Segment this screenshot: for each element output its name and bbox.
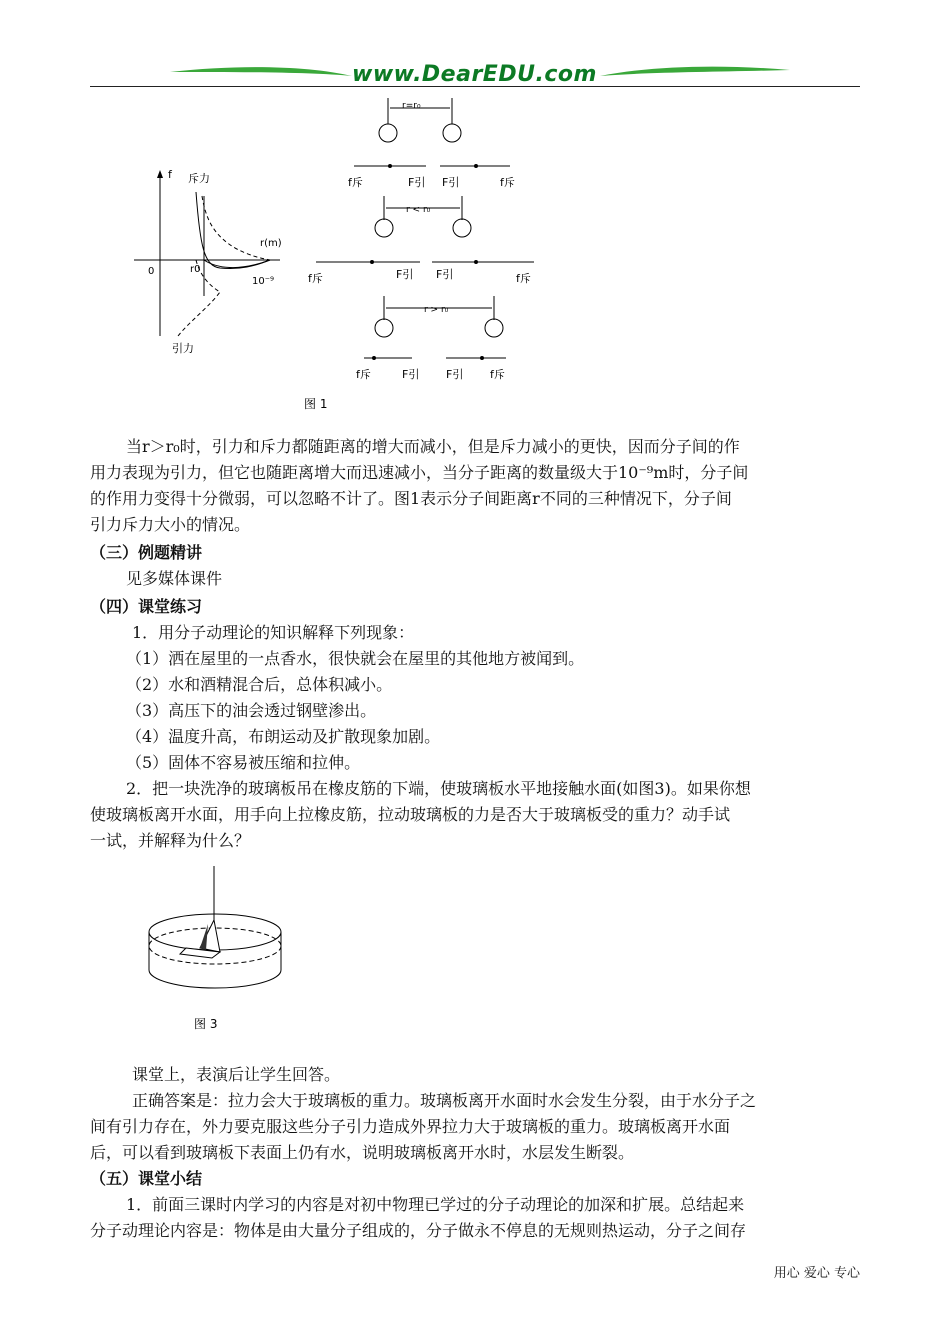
question-1-item-4: （4）温度升高，布朗运动及扩散现象加剧。: [126, 727, 441, 746]
question-2-line-2: 使玻璃板离开水面，用手向上拉橡皮筋，拉动玻璃板的力是否大于玻璃板受的重力？动手试: [90, 805, 731, 824]
eq-label: r=r₀: [402, 101, 421, 111]
question-1-item-1: （1）洒在屋里的一点香水，很快就会在屋里的其他地方被闻到。: [126, 649, 585, 668]
question-1: 1．用分子动理论的知识解释下列现象：: [132, 623, 415, 642]
f-rep-2: f斥: [500, 176, 515, 189]
answer-line-2: 间有引力存在，外力要克服这些分子引力造成外界拉力大于玻璃板的重力。玻璃板离开水面: [90, 1117, 731, 1136]
figure-3-caption: 图 3: [194, 1017, 218, 1031]
f-rep-1: f斥: [348, 176, 363, 189]
f-rep-4: f斥: [516, 272, 531, 285]
axis-f-label: f: [168, 168, 172, 181]
paragraph-1-line-3: 的作用力变得十分微弱，可以忽略不计了。图1表示分子间距离r不同的三种情况下，分子间: [90, 489, 732, 508]
site-logo-text: www.DearEDU.com: [352, 62, 597, 87]
summary-line-2: 分子动理论内容是：物体是由大量分子组成的，分子做永不停息的无规则热运动，分子之间存: [90, 1221, 747, 1240]
answer-line-1: 正确答案是：拉力会大于玻璃板的重力。玻璃板离开水面时水会发生分裂，由于水分子之: [132, 1091, 757, 1110]
f-att-4: F引: [436, 268, 454, 281]
question-2-line-1: 2．把一块洗净的玻璃板吊在橡皮筋的下端，使玻璃板水平地接触水面(如图3)。如果你想: [126, 779, 751, 798]
figure-1-caption: 图 1: [304, 397, 328, 411]
f-att-3: F引: [396, 268, 414, 281]
f-att-5: F引: [402, 368, 420, 381]
paragraph-1-line-4: 引力斥力大小的情况。: [90, 515, 251, 534]
section-5-heading: （五）课堂小结: [90, 1169, 203, 1188]
question-1-item-3: （3）高压下的油会透过钢壁渗出。: [126, 701, 377, 720]
repulsion-label: 斥力: [188, 172, 210, 185]
question-2-line-3: 一试，并解释为什么？: [90, 831, 251, 850]
tick-label: 10⁻⁹: [252, 276, 275, 287]
gt-label: r > r₀: [424, 305, 449, 315]
section-3-heading: （三）例题精讲: [90, 543, 203, 562]
attraction-label: 引力: [172, 342, 194, 355]
answer-intro: 课堂上，表演后让学生回答。: [132, 1065, 341, 1084]
section-3-text: 见多媒体课件: [126, 569, 223, 588]
r0-label: r0: [190, 264, 201, 275]
f-rep-6: f斥: [490, 368, 505, 381]
f-rep-3: f斥: [308, 272, 323, 285]
f-att-2: F引: [442, 176, 460, 189]
paragraph-1-line-1: 当r＞r₀时，引力和斥力都随距离的增大而减小，但是斥力减小的更快，因而分子间的作: [126, 437, 740, 456]
answer-line-3: 后，可以看到玻璃板下表面上仍有水，说明玻璃板离开水时，水层发生断裂。: [90, 1143, 635, 1162]
summary-line-1: 1．前面三课时内学习的内容是对初中物理已学过的分子动理论的加深和扩展。总结起来: [126, 1195, 745, 1214]
paragraph-1-line-2: 用力表现为引力，但它也随距离增大而迅速减小，当分子距离的数量级大于10⁻⁹m时，分子间: [90, 463, 749, 482]
lt-label: r < r₀: [406, 205, 431, 215]
question-1-item-2: （2）水和酒精混合后，总体积减小。: [126, 675, 393, 694]
header-rule: [90, 86, 860, 87]
f-att-6: F引: [446, 368, 464, 381]
f-att-1: F引: [408, 176, 426, 189]
section-4-heading: （四）课堂练习: [90, 597, 203, 616]
question-1-item-5: （5）固体不容易被压缩和拉伸。: [126, 753, 361, 772]
figure-3: [140, 862, 320, 1037]
footer-text: 用心 爱心 专心: [773, 1266, 860, 1281]
figure-1: [120, 96, 560, 416]
axis-r-label: r(m): [260, 238, 282, 249]
f-rep-5: f斥: [356, 368, 371, 381]
origin-label: 0: [148, 266, 155, 277]
